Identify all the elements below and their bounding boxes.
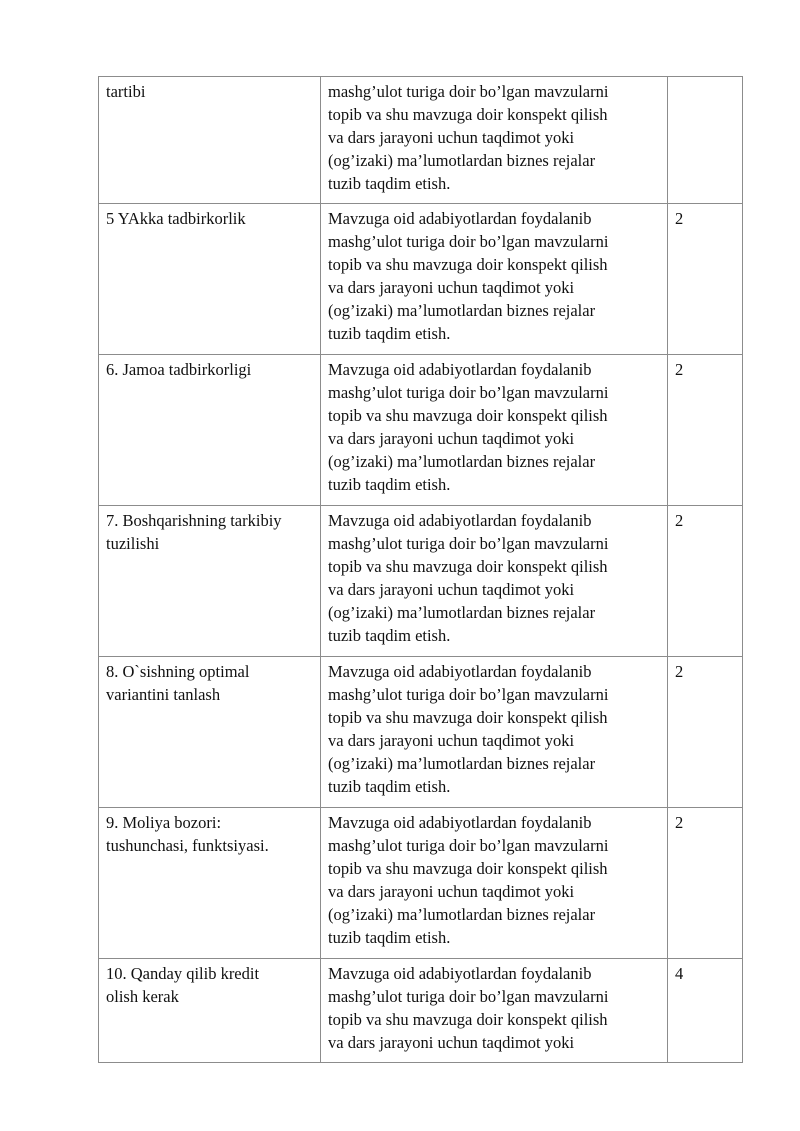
topic-cell: 6. Jamoa tadbirkorligi — [99, 355, 321, 506]
description-cell: Mavzuga oid adabiyotlardan foydalanib mashg’ulot turiga doir bo’lgan mavzularni topib va shu mavzuga doir konspekt qilish va dars jarayoni uchun taqdimot yoki (og’izaki) ma’lumotlardan biznes rejalar tuzib taqdim etish. — [321, 506, 668, 657]
topic-cell: 9. Moliya bozori: tushunchasi, funktsiyasi. — [99, 808, 321, 959]
hours-cell — [668, 77, 743, 204]
hours-cell: 4 — [668, 959, 743, 1063]
table-row — [99, 808, 743, 959]
hours-cell: 2 — [668, 657, 743, 808]
description-cell: Mavzuga oid adabiyotlardan foydalanib mashg’ulot turiga doir bo’lgan mavzularni topib va shu mavzuga doir konspekt qilish va dars jarayoni uchun taqdimot yoki (og’izaki) ma’lumotlardan biznes rejalar tuzib taqdim etish. — [321, 355, 668, 506]
table-row — [99, 506, 743, 657]
hours-cell: 2 — [668, 204, 743, 355]
table-row — [99, 204, 743, 355]
description-cell: Mavzuga oid adabiyotlardan foydalanib mashg’ulot turiga doir bo’lgan mavzularni topib va shu mavzuga doir konspekt qilish va dars jarayoni uchun taqdimot yoki (og’izaki) ma’lumotlardan biznes rejalar tuzib taqdim etish. — [321, 657, 668, 808]
description-cell: Mavzuga oid adabiyotlardan foydalanib mashg’ulot turiga doir bo’lgan mavzularni topib va shu mavzuga doir konspekt qilish va dars jarayoni uchun taqdimot yoki — [321, 959, 668, 1063]
hours-cell: 2 — [668, 355, 743, 506]
table-row — [99, 77, 743, 204]
topic-cell: 8. O`sishning optimal variantini tanlash — [99, 657, 321, 808]
table-row — [99, 657, 743, 808]
description-cell: mashg’ulot turiga doir bo’lgan mavzularni topib va shu mavzuga doir konspekt qilish va dars jarayoni uchun taqdimot yoki (og’izaki) ma’lumotlardan biznes rejalar tuzib taqdim etish. — [321, 77, 668, 204]
topic-cell: tartibi — [99, 77, 321, 204]
table-row — [99, 355, 743, 506]
description-cell: Mavzuga oid adabiyotlardan foydalanib mashg’ulot turiga doir bo’lgan mavzularni topib va shu mavzuga doir konspekt qilish va dars jarayoni uchun taqdimot yoki (og’izaki) ma’lumotlardan biznes rejalar tuzib taqdim etish. — [321, 204, 668, 355]
topic-cell: 7. Boshqarishning tarkibiy tuzilishi — [99, 506, 321, 657]
topic-cell: 10. Qanday qilib kredit olish kerak — [99, 959, 321, 1063]
description-cell: Mavzuga oid adabiyotlardan foydalanib mashg’ulot turiga doir bo’lgan mavzularni topib va shu mavzuga doir konspekt qilish va dars jarayoni uchun taqdimot yoki (og’izaki) ma’lumotlardan biznes rejalar tuzib taqdim etish. — [321, 808, 668, 959]
self-study-table — [98, 76, 743, 1063]
topic-cell: 5 YAkka tadbirkorlik — [99, 204, 321, 355]
hours-cell: 2 — [668, 506, 743, 657]
table-row — [99, 959, 743, 1063]
hours-cell: 2 — [668, 808, 743, 959]
